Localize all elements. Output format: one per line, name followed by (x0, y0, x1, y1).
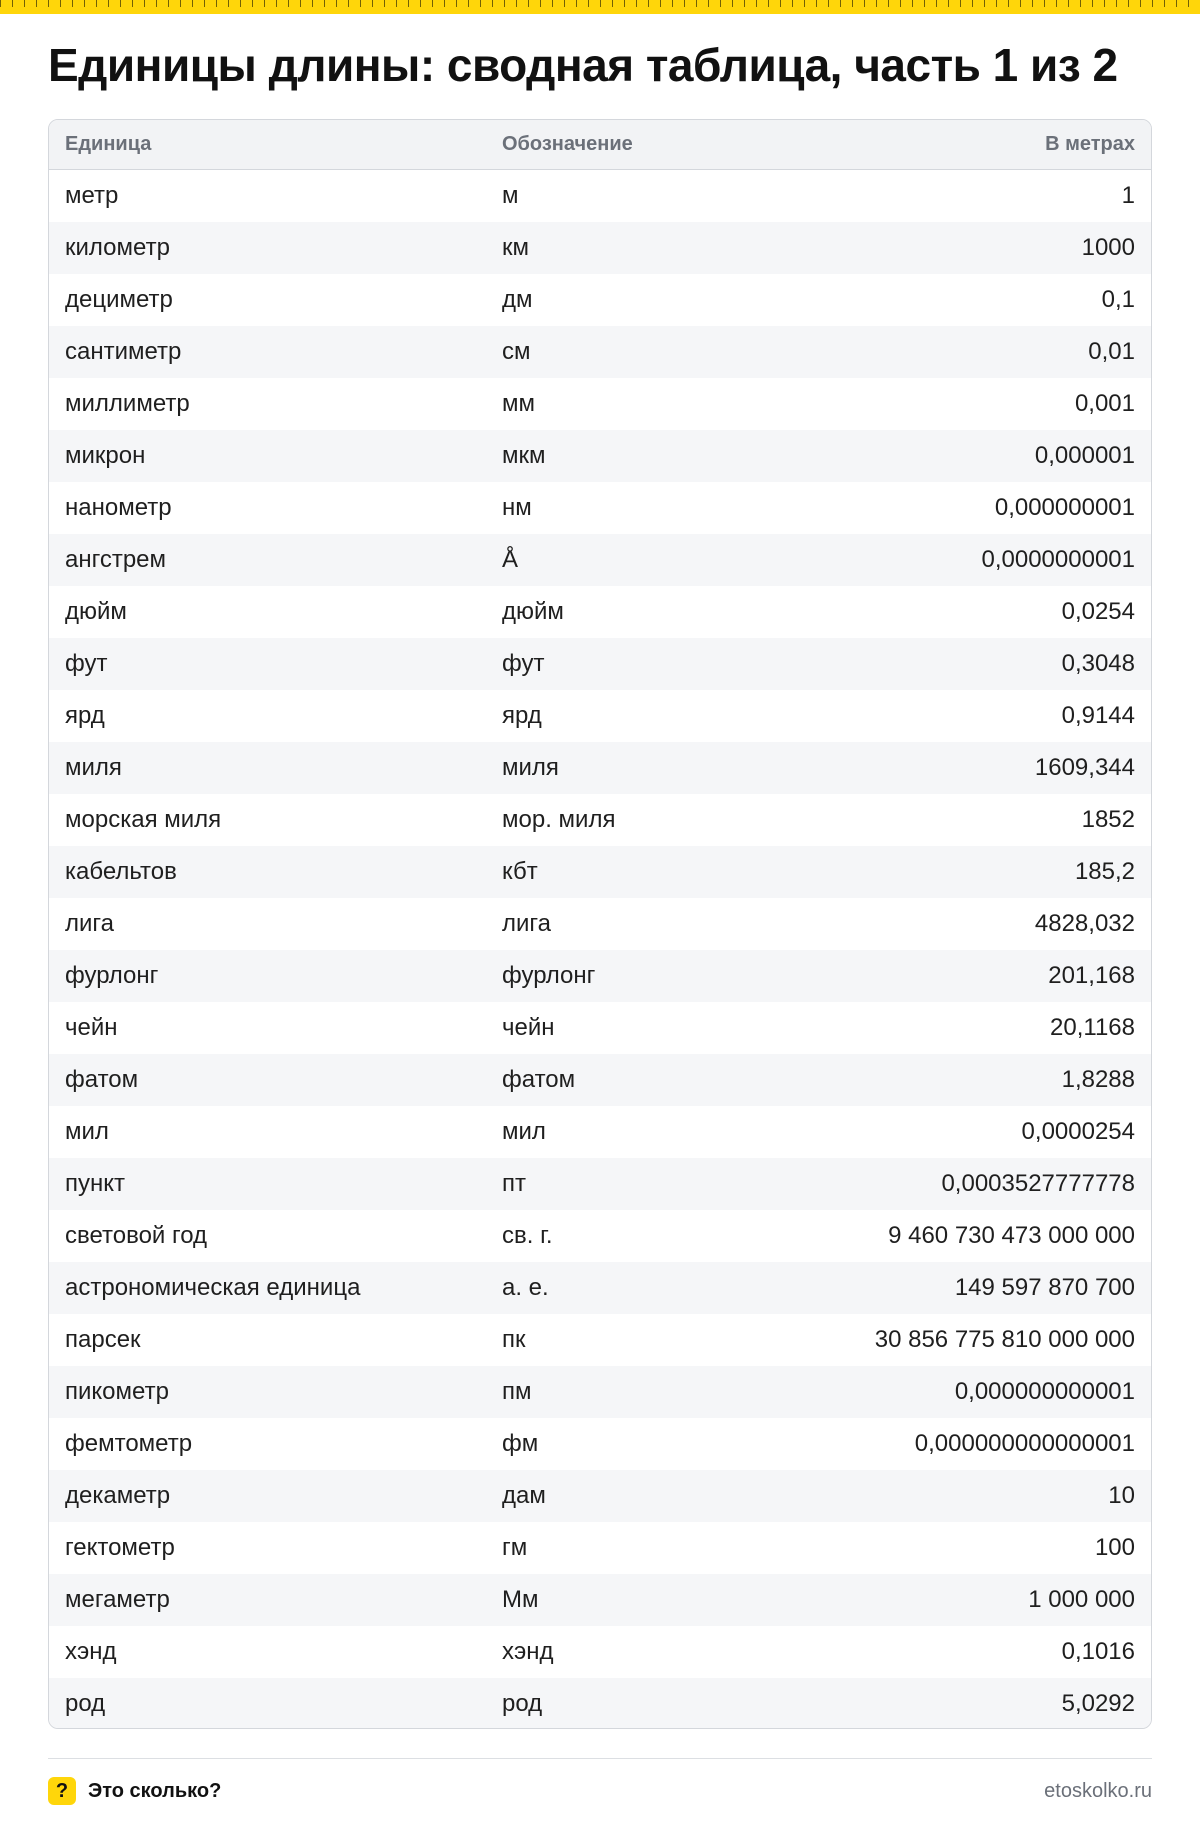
cell-meters: 1,8288 (1061, 1066, 1135, 1093)
cell-meters: 1609,344 (1034, 754, 1135, 781)
cell-meters: 1852 (1081, 806, 1135, 833)
table-row (49, 482, 1151, 534)
brand (48, 1777, 221, 1805)
cell-meters: 10 (1108, 1482, 1135, 1509)
page-title: Единицы длины: сводная таблица, часть 1 из 2 (48, 39, 1118, 91)
table-row (49, 1626, 1151, 1678)
ruler-strip (0, 0, 1200, 14)
cell-unit: фут (65, 650, 108, 677)
cell-unit: лига (65, 910, 114, 937)
table-row (49, 690, 1151, 742)
cell-meters: 0,01 (1088, 338, 1135, 365)
cell-meters: 0,1016 (1061, 1638, 1135, 1665)
cell-unit: ангстрем (65, 546, 167, 573)
cell-symbol: м (502, 182, 519, 209)
cell-symbol: лига (502, 910, 551, 937)
cell-meters: 0,0000000001 (981, 546, 1135, 573)
brand-name: Это сколько? (88, 1779, 222, 1802)
cell-symbol: фатом (502, 1066, 576, 1093)
cell-meters: 0,000000000001 (954, 1378, 1135, 1405)
column-header-meters: В метрах (1045, 133, 1135, 155)
cell-meters: 0,9144 (1061, 702, 1135, 729)
cell-symbol: дюйм (502, 598, 564, 625)
cell-unit: парсек (65, 1326, 141, 1353)
table-row (49, 1054, 1151, 1106)
cell-unit: морская миля (65, 806, 222, 833)
cell-unit: декаметр (65, 1482, 171, 1509)
cell-meters: 0,001 (1074, 390, 1135, 417)
cell-meters: 1000 (1081, 234, 1135, 261)
table-row (49, 1158, 1151, 1210)
cell-unit: километр (65, 234, 170, 261)
cell-symbol: фурлонг (502, 962, 596, 989)
cell-meters: 0,000000000000001 (914, 1430, 1135, 1457)
cell-symbol: а. е. (502, 1274, 549, 1301)
cell-unit: микрон (65, 442, 146, 469)
cell-symbol: дам (502, 1482, 546, 1509)
table-row (49, 1262, 1151, 1314)
cell-unit: хэнд (65, 1638, 117, 1665)
cell-symbol: гм (502, 1534, 528, 1561)
table-row (49, 586, 1151, 638)
cell-unit: миля (65, 754, 122, 781)
units-table (48, 119, 1152, 1729)
cell-meters: 0,1 (1101, 286, 1135, 313)
table-row (49, 1210, 1151, 1262)
cell-unit: ярд (65, 702, 105, 729)
cell-unit: гектометр (65, 1534, 175, 1561)
table-row (49, 898, 1151, 950)
table-body (49, 170, 1151, 1729)
cell-symbol: род (502, 1690, 543, 1717)
cell-meters: 149 597 870 700 (954, 1274, 1135, 1301)
cell-meters: 5,0292 (1061, 1690, 1135, 1717)
cell-meters: 20,1168 (1050, 1014, 1135, 1041)
table-row (49, 846, 1151, 898)
cell-unit: астрономическая единица (65, 1274, 361, 1301)
cell-unit: миллиметр (65, 390, 190, 417)
cell-symbol: пк (502, 1326, 526, 1353)
table-row (49, 1678, 1151, 1729)
cell-symbol: пм (502, 1378, 532, 1405)
cell-unit: кабельтов (65, 858, 177, 885)
question-mark-logo-icon: ? (48, 1777, 76, 1805)
table-row (49, 794, 1151, 846)
cell-unit: фемтометр (65, 1430, 193, 1457)
table-row (49, 1002, 1151, 1054)
cell-meters: 100 (1094, 1534, 1135, 1561)
table-row (49, 430, 1151, 482)
cell-unit: метр (65, 182, 119, 209)
cell-symbol: фм (502, 1430, 539, 1457)
cell-meters: 0,0000254 (1021, 1118, 1135, 1145)
table-row (49, 742, 1151, 794)
cell-unit: фатом (65, 1066, 139, 1093)
column-header-unit: Единица (65, 133, 152, 155)
cell-unit: мегаметр (65, 1586, 170, 1613)
table-row (49, 222, 1151, 274)
cell-unit: род (65, 1690, 106, 1717)
cell-unit: чейн (65, 1014, 118, 1041)
table-row (49, 1106, 1151, 1158)
table-row (49, 378, 1151, 430)
cell-meters: 0,0254 (1061, 598, 1135, 625)
cell-meters: 0,000000001 (994, 494, 1135, 521)
table-row (49, 1470, 1151, 1522)
cell-symbol: чейн (502, 1014, 555, 1041)
cell-symbol: мм (502, 390, 535, 417)
cell-symbol: Å (502, 546, 519, 573)
cell-unit: дюйм (65, 598, 127, 625)
cell-symbol: ярд (502, 702, 542, 729)
cell-symbol: дм (502, 286, 533, 313)
cell-symbol: мил (502, 1118, 546, 1145)
table-row (49, 326, 1151, 378)
table-header (49, 120, 1151, 170)
cell-unit: пункт (65, 1170, 126, 1197)
table-row (49, 1574, 1151, 1626)
table-row (49, 274, 1151, 326)
cell-meters: 30 856 775 810 000 000 (874, 1326, 1135, 1353)
cell-symbol: хэнд (502, 1638, 554, 1665)
table-row (49, 170, 1151, 222)
cell-meters: 4828,032 (1034, 910, 1135, 937)
footer-divider (48, 1758, 1152, 1759)
table-row (49, 950, 1151, 1002)
cell-meters: 201,168 (1048, 962, 1135, 989)
footer (48, 1773, 1152, 1809)
cell-symbol: Мм (502, 1586, 539, 1613)
cell-symbol: см (502, 338, 531, 365)
site-url: etoskolko.ru (1044, 1779, 1152, 1802)
table-row (49, 1418, 1151, 1470)
table-row (49, 534, 1151, 586)
cell-meters: 0,3048 (1061, 650, 1135, 677)
cell-unit: пикометр (65, 1378, 169, 1405)
column-header-symbol: Обозначение (502, 133, 633, 155)
table-row (49, 1366, 1151, 1418)
cell-symbol: мкм (502, 442, 546, 469)
cell-unit: световой год (65, 1222, 208, 1249)
cell-unit: дециметр (65, 286, 173, 313)
cell-meters: 0,000001 (1034, 442, 1135, 469)
cell-symbol: мор. миля (502, 806, 616, 833)
cell-unit: фурлонг (65, 962, 159, 989)
cell-symbol: св. г. (502, 1222, 553, 1249)
cell-meters: 185,2 (1074, 858, 1135, 885)
cell-meters: 0,0003527777778 (941, 1170, 1135, 1197)
cell-symbol: нм (502, 494, 532, 521)
cell-symbol: кбт (502, 858, 538, 885)
cell-symbol: км (502, 234, 529, 261)
cell-unit: нанометр (65, 494, 172, 521)
cell-unit: сантиметр (65, 338, 182, 365)
cell-meters: 1 (1121, 182, 1135, 209)
cell-symbol: фут (502, 650, 545, 677)
cell-unit: мил (65, 1118, 109, 1145)
cell-symbol: миля (502, 754, 559, 781)
table-row (49, 638, 1151, 690)
cell-meters: 1 000 000 (1028, 1586, 1135, 1613)
table-row (49, 1522, 1151, 1574)
cell-meters: 9 460 730 473 000 000 (888, 1222, 1135, 1249)
cell-symbol: пт (502, 1170, 526, 1197)
table-row (49, 1314, 1151, 1366)
